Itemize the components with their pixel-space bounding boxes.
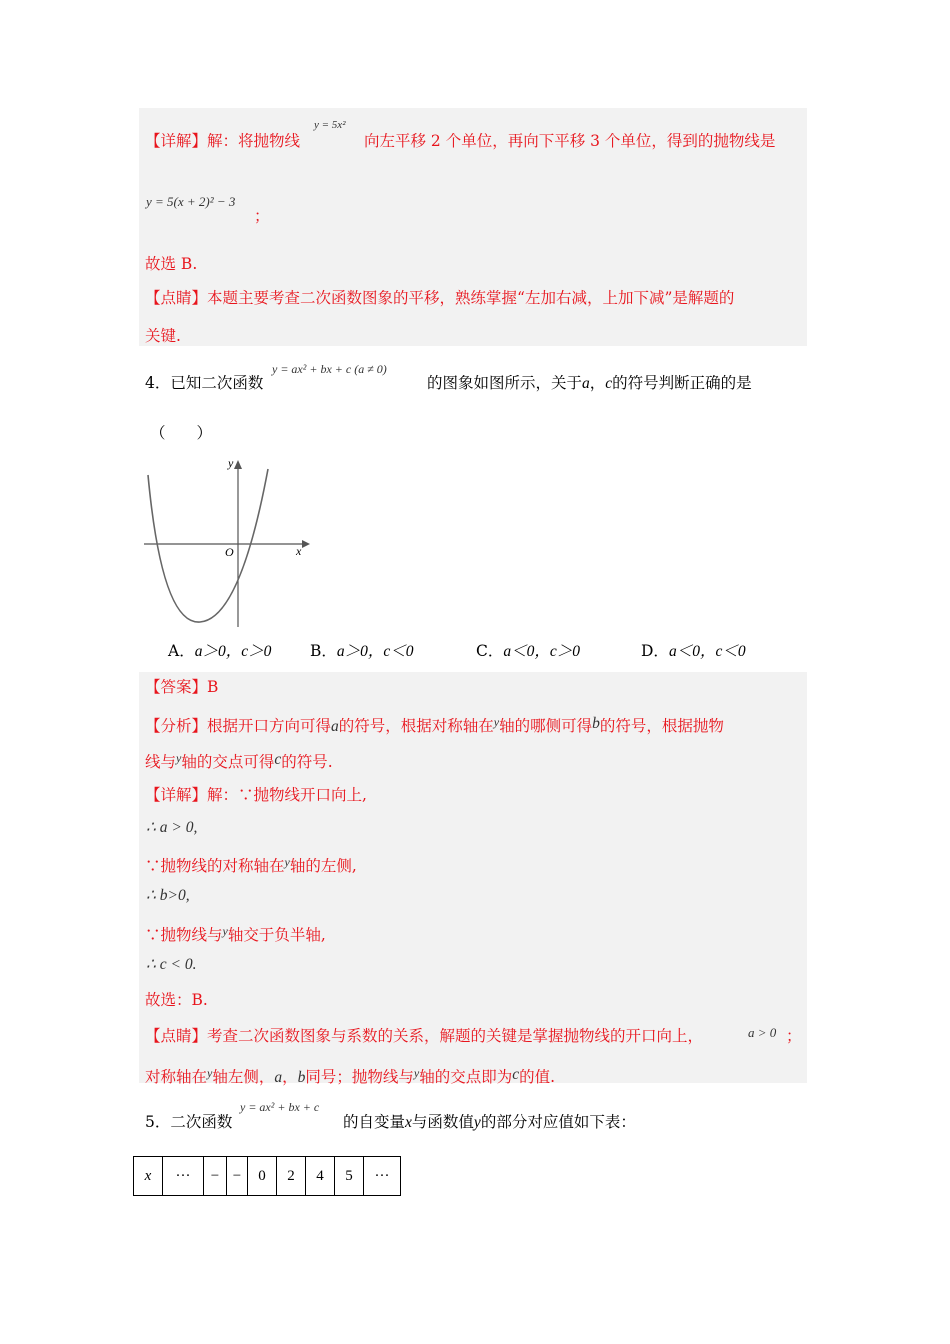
table-cell: −: [204, 1157, 227, 1196]
answer-tag: 【答案】: [145, 678, 208, 696]
detail-tag: 【详解】: [145, 786, 208, 804]
q4-formula: y = ax² + bx + c (a ≠ 0): [272, 362, 387, 376]
step-b: ∴ b>0,: [146, 887, 190, 904]
parabola-curve: [148, 469, 268, 622]
detail-tag: 【详解】: [145, 132, 208, 150]
table-cell: −: [227, 1157, 248, 1196]
q3-detail-line: 【详解】解：将抛物线: [145, 132, 301, 150]
detail-line2: ∵抛物线的对称轴在$^y$轴的左侧,: [145, 855, 357, 875]
table-cell: ···: [364, 1157, 401, 1196]
table-cell: 2: [277, 1157, 306, 1196]
parabola-graph: [140, 455, 310, 630]
answer-bracket: （ ）: [150, 424, 213, 442]
q5-stem-cont: 的自变量x与函数值y的部分对应值如下表：: [343, 1113, 636, 1131]
option-a[interactable]: A．a＞0，c＞0: [168, 642, 272, 660]
comment-tag: 【点睛】: [145, 1027, 208, 1045]
comment-formula: a > 0: [748, 1025, 777, 1040]
question-number: 5．: [145, 1113, 171, 1131]
comment-tag: 【点睛】: [145, 289, 208, 307]
formula-y-5x2: y = 5x²: [314, 119, 346, 131]
step-c: ∴ c < 0.: [146, 956, 197, 973]
value-table: [133, 1156, 401, 1196]
q4-stem: 4．已知二次函数: [145, 374, 264, 392]
table-cell: 0: [248, 1157, 277, 1196]
y-axis-label: y: [228, 456, 234, 470]
semicolon: ；: [254, 207, 270, 225]
table-row: [134, 1157, 401, 1196]
origin-label: O: [225, 545, 234, 559]
option-c[interactable]: C．a＜0，c＞0: [476, 642, 581, 660]
table-cell: ···: [163, 1157, 204, 1196]
q3-comment-line2: 关键.: [145, 327, 181, 345]
comment-line2: 对称轴在$^y$轴左侧，a，b同号；抛物线与$^y$轴的交点即为c的值.: [145, 1066, 556, 1086]
q5-formula: y = ax² + bx + c: [240, 1100, 320, 1114]
formula-result: y = 5(x + 2)² − 3: [146, 194, 236, 209]
comment-line1: 【点睛】考查二次函数图象与系数的关系，解题的关键是掌握抛物线的开口向上，: [145, 1027, 704, 1045]
option-d[interactable]: D．a＜0，c＜0: [641, 642, 746, 660]
q4-stem-cont: 的图象如图所示，关于a，c的符号判断正确的是: [427, 374, 752, 392]
q3-choice: 故选 B.: [145, 255, 198, 273]
question-number: 4．: [145, 374, 171, 392]
q4-choice: 故选：B.: [145, 991, 208, 1009]
answer-line: 【答案】B: [145, 678, 219, 696]
comment-semicolon: ；: [786, 1027, 802, 1045]
q3-comment-line1: 【点睛】本题主要考查二次函数图象的平移，熟练掌握“左加右减，上加下减”是解题的: [145, 289, 735, 307]
table-cell: 5: [335, 1157, 364, 1196]
y-axis-arrow: [234, 460, 242, 469]
detail-line3: ∵抛物线与$^y$轴交于负半轴,: [145, 924, 326, 944]
option-b[interactable]: B．a＞0，c＜0: [310, 642, 414, 660]
q5-stem: 5．二次函数: [145, 1113, 233, 1131]
analysis-line1: 【分析】根据开口方向可得a的符号，根据对称轴在$^y$轴的哪侧可得b的符号，根据抛物: [145, 715, 724, 735]
table-cell: 4: [306, 1157, 335, 1196]
x-axis-label: x: [296, 544, 302, 558]
detail-line1: 【详解】解：∵抛物线开口向上,: [145, 786, 367, 804]
q3-detail-line-cont: 向左平移 2 个单位，再向下平移 3 个单位，得到的抛物线是: [364, 132, 776, 150]
table-cell: x: [134, 1157, 163, 1196]
x-axis-arrow: [302, 540, 310, 548]
analysis-tag: 【分析】: [145, 717, 208, 735]
step-a: ∴ a > 0,: [146, 819, 198, 836]
analysis-line2: 线与$^y$轴的交点可得c的符号.: [145, 751, 333, 771]
